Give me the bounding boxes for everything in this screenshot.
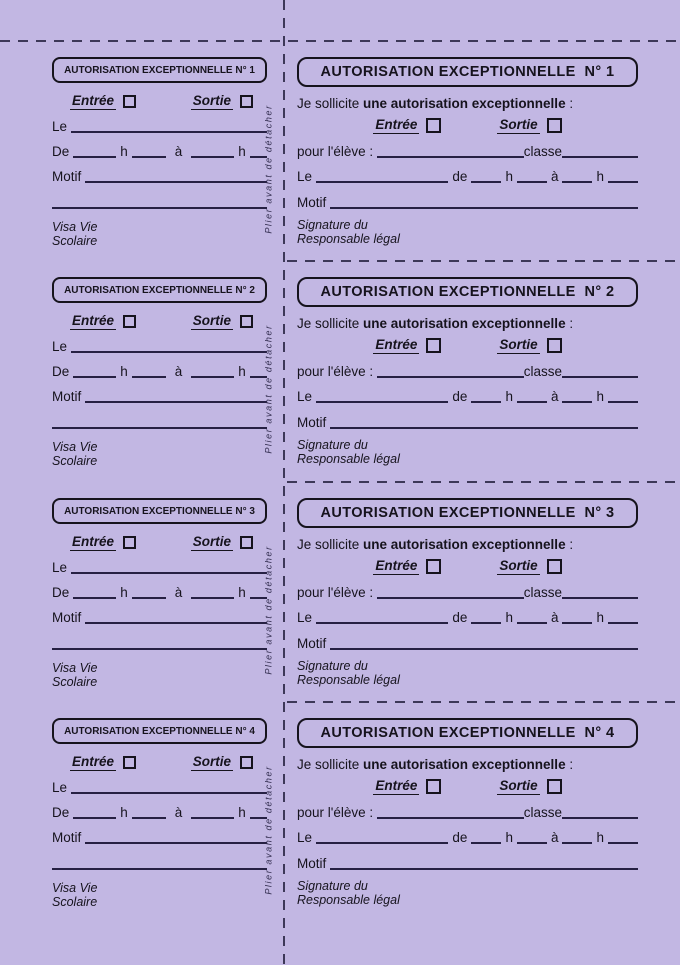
form-hour-label-2: h bbox=[596, 169, 604, 184]
stub-sortie-label: Sortie bbox=[192, 313, 231, 329]
stub-hours-row bbox=[52, 364, 267, 380]
form-to-hour-line[interactable] bbox=[562, 834, 592, 844]
stub-hour-label-1: h bbox=[120, 805, 128, 821]
visa-note-line1: Visa Vie bbox=[52, 881, 98, 896]
form-sortie-group bbox=[497, 337, 561, 354]
intro-bold: une autorisation exceptionnelle bbox=[363, 96, 566, 111]
stub-from-label: De bbox=[52, 805, 70, 821]
stub-to-label: à bbox=[174, 144, 183, 159]
stub-entree-group bbox=[70, 313, 136, 330]
stub-entree-label: Entrée bbox=[72, 754, 115, 770]
stub-motif-row bbox=[52, 389, 267, 405]
form-title: AUTORISATION EXCEPTIONNELLE N° 4 bbox=[297, 718, 638, 748]
authorization-section bbox=[0, 711, 680, 925]
stub-to-hour-line[interactable] bbox=[191, 368, 234, 378]
date-hours-row bbox=[297, 830, 638, 846]
signature-note bbox=[297, 879, 638, 907]
student-name-line[interactable] bbox=[377, 148, 524, 158]
stub-from-label: De bbox=[52, 584, 70, 600]
form-sortie-group bbox=[497, 558, 561, 575]
intro-suffix: : bbox=[565, 316, 574, 332]
form-date-line[interactable] bbox=[316, 393, 448, 403]
fold-instruction bbox=[256, 80, 282, 258]
intro-bold: une autorisation exceptionnelle bbox=[363, 316, 566, 332]
student-name-line[interactable] bbox=[377, 368, 524, 378]
stub-to-hour-line[interactable] bbox=[191, 809, 234, 819]
stub-title: AUTORISATION EXCEPTIONNELLE N° 4 bbox=[52, 718, 267, 744]
stub-hour-label-2: h bbox=[238, 144, 246, 159]
stub-sortie-group bbox=[191, 93, 253, 110]
form-to-hour-line[interactable] bbox=[562, 614, 592, 624]
form-entry-exit-row bbox=[297, 117, 638, 134]
form-entree-group bbox=[373, 117, 441, 134]
stub-from-label: De bbox=[52, 364, 70, 380]
stub-date-row bbox=[52, 339, 267, 355]
class-line[interactable] bbox=[562, 809, 638, 819]
authorization-section bbox=[0, 50, 680, 264]
stub-entree-group bbox=[70, 93, 136, 110]
stub-hour-label-2: h bbox=[238, 805, 246, 821]
stub-title: AUTORISATION EXCEPTIONNELLE N° 2 bbox=[52, 277, 267, 303]
stub-to-label: à bbox=[174, 364, 183, 380]
class-line[interactable] bbox=[562, 589, 638, 599]
visa-note-line2: Scolaire bbox=[52, 234, 98, 248]
stub-motif-label: Motif bbox=[52, 169, 82, 184]
stub-entree-checkbox[interactable] bbox=[123, 756, 136, 769]
stub-hours-row bbox=[52, 585, 267, 601]
form-date-label: Le bbox=[297, 609, 313, 625]
stub-motif-row bbox=[52, 610, 267, 626]
stub-entree-label: Entrée bbox=[72, 93, 115, 108]
form-entree-label: Entrée bbox=[375, 557, 418, 573]
visa-note-line1: Visa Vie bbox=[52, 440, 98, 455]
stub-title: AUTORISATION EXCEPTIONNELLE N° 3 bbox=[52, 498, 267, 524]
stub-sortie-checkbox[interactable] bbox=[240, 315, 253, 328]
stub-date-line[interactable] bbox=[71, 343, 267, 353]
form-date-line[interactable] bbox=[316, 614, 448, 624]
visa-note-line1: Visa Vie bbox=[52, 220, 98, 234]
stub-date-line[interactable] bbox=[71, 564, 267, 574]
student-row bbox=[297, 805, 638, 821]
stub-title: AUTORISATION EXCEPTIONNELLE N° 1 bbox=[52, 57, 267, 83]
student-row bbox=[297, 364, 638, 380]
stub-from-minute-line[interactable] bbox=[132, 368, 166, 378]
form-motif-label: Motif bbox=[297, 635, 327, 651]
stub-date-label: Le bbox=[52, 780, 68, 796]
stub-entree-checkbox[interactable] bbox=[123, 315, 136, 328]
stub-sortie-label: Sortie bbox=[192, 93, 231, 108]
signature-note-line2: Responsable légal bbox=[297, 232, 400, 246]
visa-note bbox=[52, 440, 267, 468]
signature-note-line1: Signature du bbox=[297, 879, 368, 894]
form-entree-group bbox=[373, 778, 441, 795]
stub-from-hour-line[interactable] bbox=[73, 148, 116, 158]
form-to-label: à bbox=[550, 609, 559, 625]
form-date-line[interactable] bbox=[316, 834, 448, 844]
visa-note-line2: Scolaire bbox=[52, 454, 98, 469]
fold-instruction-label: Plier avant de détacher bbox=[264, 324, 275, 455]
stub-sortie-group bbox=[191, 754, 253, 771]
form-date-line[interactable] bbox=[316, 173, 448, 183]
stub-sortie-checkbox[interactable] bbox=[240, 95, 253, 108]
stub-sortie-label: Sortie bbox=[192, 754, 231, 770]
form-from-hour-line[interactable] bbox=[471, 173, 501, 183]
form-motif-row bbox=[297, 195, 638, 211]
form-sortie-checkbox[interactable] bbox=[547, 559, 562, 574]
form-from-label: de bbox=[452, 389, 468, 405]
stub-hours-row bbox=[52, 805, 267, 821]
form-entree-checkbox[interactable] bbox=[426, 118, 441, 133]
stub-motif-label: Motif bbox=[52, 389, 82, 405]
stub-motif-line[interactable] bbox=[85, 393, 267, 403]
student-label: pour l'élève : bbox=[297, 584, 374, 600]
intro-sentence bbox=[297, 316, 638, 331]
stub-date-line[interactable] bbox=[71, 123, 267, 133]
signature-note-line2: Responsable légal bbox=[297, 452, 400, 467]
stub-hours-row bbox=[52, 144, 267, 160]
top-cut-line bbox=[0, 40, 680, 42]
form-motif-row bbox=[297, 415, 638, 431]
stub-date-label: Le bbox=[52, 559, 68, 575]
stub-hour-label-2: h bbox=[238, 364, 246, 380]
stub-from-minute-line[interactable] bbox=[132, 148, 166, 158]
visa-note-line2: Scolaire bbox=[52, 674, 98, 689]
stub-entree-checkbox[interactable] bbox=[123, 95, 136, 108]
form-to-hour-line[interactable] bbox=[562, 173, 592, 183]
form-to-hour-line[interactable] bbox=[562, 393, 592, 403]
stub-entree-group bbox=[70, 754, 136, 771]
stub-date-label: Le bbox=[52, 339, 68, 355]
form-to-minute-line[interactable] bbox=[608, 834, 638, 844]
form-from-hour-line[interactable] bbox=[471, 614, 501, 624]
stub-motif-row bbox=[52, 830, 267, 846]
stub-sortie-group bbox=[191, 313, 253, 330]
student-label: pour l'élève : bbox=[297, 364, 374, 380]
form-entry-exit-row bbox=[297, 778, 638, 795]
stub-motif-extra-line[interactable] bbox=[52, 199, 267, 209]
stub-motif-line[interactable] bbox=[85, 173, 267, 183]
stub-sortie-checkbox[interactable] bbox=[240, 756, 253, 769]
stub-sortie-checkbox[interactable] bbox=[240, 536, 253, 549]
signature-note-line2: Responsable légal bbox=[297, 893, 400, 908]
date-hours-row bbox=[297, 169, 638, 185]
intro-bold: une autorisation exceptionnelle bbox=[363, 536, 566, 552]
stub-motif-label: Motif bbox=[52, 609, 82, 625]
stub-entree-group bbox=[70, 534, 136, 551]
stub-counterfoil bbox=[52, 270, 267, 468]
form-entree-group bbox=[373, 337, 441, 354]
authorization-section bbox=[0, 270, 680, 484]
form-to-label: à bbox=[550, 830, 559, 846]
stub-date-row bbox=[52, 119, 267, 135]
intro-sentence bbox=[297, 537, 638, 552]
fold-instruction-label: Plier avant de détacher bbox=[264, 545, 275, 675]
stub-from-minute-line[interactable] bbox=[132, 589, 166, 599]
class-label: classe bbox=[523, 805, 562, 821]
stub-hour-label-1: h bbox=[120, 584, 128, 600]
stub-counterfoil bbox=[52, 711, 267, 909]
stub-from-hour-line[interactable] bbox=[73, 809, 116, 819]
request-form bbox=[297, 491, 638, 687]
request-form bbox=[297, 270, 638, 466]
student-label: pour l'élève : bbox=[297, 144, 374, 159]
form-hour-label-2: h bbox=[596, 389, 604, 405]
class-label: classe bbox=[523, 364, 562, 380]
visa-note bbox=[52, 881, 267, 909]
form-motif-line[interactable] bbox=[330, 199, 638, 209]
stub-entree-checkbox[interactable] bbox=[123, 536, 136, 549]
stub-motif-line[interactable] bbox=[85, 834, 267, 844]
form-entree-checkbox[interactable] bbox=[426, 338, 441, 353]
student-row bbox=[297, 144, 638, 160]
form-from-minute-line[interactable] bbox=[517, 173, 547, 183]
form-to-minute-line[interactable] bbox=[608, 173, 638, 183]
form-hour-label-1: h bbox=[505, 389, 513, 405]
stub-date-row bbox=[52, 560, 267, 576]
stub-extra-row bbox=[52, 419, 267, 431]
signature-note-line2: Responsable légal bbox=[297, 672, 400, 687]
stub-date-line[interactable] bbox=[71, 784, 267, 794]
form-sortie-checkbox[interactable] bbox=[547, 118, 562, 133]
form-date-label: Le bbox=[297, 389, 313, 405]
class-label: classe bbox=[523, 144, 562, 159]
form-date-label: Le bbox=[297, 169, 313, 184]
student-label: pour l'élève : bbox=[297, 805, 374, 821]
form-hour-label-1: h bbox=[505, 830, 513, 846]
stub-entry-exit-row bbox=[52, 754, 267, 771]
visa-note-line2: Scolaire bbox=[52, 895, 98, 910]
fold-instruction bbox=[256, 521, 282, 699]
form-motif-line[interactable] bbox=[330, 860, 638, 870]
form-motif-label: Motif bbox=[297, 856, 327, 872]
visa-note-line1: Visa Vie bbox=[52, 660, 98, 675]
intro-bold: une autorisation exceptionnelle bbox=[363, 757, 566, 773]
stub-from-minute-line[interactable] bbox=[132, 809, 166, 819]
visa-note bbox=[52, 661, 267, 689]
stub-hour-label-1: h bbox=[120, 144, 128, 159]
stub-counterfoil bbox=[52, 491, 267, 689]
class-line[interactable] bbox=[562, 368, 638, 378]
stub-to-hour-line[interactable] bbox=[191, 589, 234, 599]
form-from-label: de bbox=[452, 830, 468, 846]
student-name-line[interactable] bbox=[377, 589, 524, 599]
form-sortie-group bbox=[497, 778, 561, 795]
stub-motif-line[interactable] bbox=[85, 614, 267, 624]
form-to-minute-line[interactable] bbox=[608, 393, 638, 403]
signature-note-line1: Signature du bbox=[297, 658, 368, 673]
form-entree-group bbox=[373, 558, 441, 575]
form-motif-line[interactable] bbox=[330, 419, 638, 429]
stub-extra-row bbox=[52, 640, 267, 652]
form-motif-row bbox=[297, 856, 638, 872]
form-entree-label: Entrée bbox=[375, 778, 418, 794]
fold-instruction-label: Plier avant de détacher bbox=[264, 765, 275, 895]
form-title: AUTORISATION EXCEPTIONNELLE N° 2 bbox=[297, 277, 638, 307]
stub-sortie-label: Sortie bbox=[192, 533, 231, 549]
stub-entree-label: Entrée bbox=[72, 533, 115, 549]
form-entry-exit-row bbox=[297, 558, 638, 575]
stub-motif-extra-line[interactable] bbox=[52, 640, 267, 650]
stub-from-label: De bbox=[52, 144, 70, 159]
request-form bbox=[297, 50, 638, 246]
intro-sentence bbox=[297, 757, 638, 772]
fold-instruction bbox=[256, 300, 282, 478]
form-hour-label-2: h bbox=[596, 830, 604, 846]
stub-hour-label-1: h bbox=[120, 364, 128, 380]
date-hours-row bbox=[297, 389, 638, 405]
fold-instruction bbox=[256, 741, 282, 919]
stub-extra-row bbox=[52, 199, 267, 211]
stub-date-label: Le bbox=[52, 119, 68, 134]
stub-entree-label: Entrée bbox=[72, 313, 115, 329]
form-from-minute-line[interactable] bbox=[517, 393, 547, 403]
visa-note bbox=[52, 220, 267, 248]
form-from-hour-line[interactable] bbox=[471, 834, 501, 844]
form-entry-exit-row bbox=[297, 337, 638, 354]
form-from-label: de bbox=[452, 609, 468, 625]
form-sortie-group bbox=[497, 117, 561, 134]
form-to-minute-line[interactable] bbox=[608, 614, 638, 624]
stub-to-label: à bbox=[174, 805, 183, 821]
form-entree-label: Entrée bbox=[375, 117, 418, 132]
signature-note-line1: Signature du bbox=[297, 218, 368, 232]
signature-note bbox=[297, 438, 638, 466]
stub-motif-extra-line[interactable] bbox=[52, 860, 267, 870]
class-label: classe bbox=[523, 584, 562, 600]
stub-hour-label-2: h bbox=[238, 584, 246, 600]
form-motif-line[interactable] bbox=[330, 640, 638, 650]
form-sortie-checkbox[interactable] bbox=[547, 779, 562, 794]
stub-from-hour-line[interactable] bbox=[73, 368, 116, 378]
form-sortie-label: Sortie bbox=[499, 117, 538, 132]
form-sortie-label: Sortie bbox=[499, 557, 538, 573]
fold-instruction-label: Plier avant de détacher bbox=[264, 104, 275, 234]
student-name-line[interactable] bbox=[377, 809, 524, 819]
authorization-section bbox=[0, 491, 680, 705]
request-form bbox=[297, 711, 638, 907]
form-title: AUTORISATION EXCEPTIONNELLE N° 1 bbox=[297, 57, 638, 87]
stub-from-hour-line[interactable] bbox=[73, 589, 116, 599]
form-hour-label-2: h bbox=[596, 609, 604, 625]
form-to-label: à bbox=[550, 169, 559, 184]
stub-to-hour-line[interactable] bbox=[191, 148, 234, 158]
intro-prefix: Je sollicite bbox=[297, 757, 364, 773]
form-hour-label-1: h bbox=[505, 609, 513, 625]
date-hours-row bbox=[297, 610, 638, 626]
intro-prefix: Je sollicite bbox=[297, 96, 364, 111]
signature-note bbox=[297, 218, 638, 246]
student-row bbox=[297, 585, 638, 601]
form-from-minute-line[interactable] bbox=[517, 834, 547, 844]
form-date-label: Le bbox=[297, 830, 313, 846]
stub-motif-extra-line[interactable] bbox=[52, 419, 267, 429]
stub-sortie-group bbox=[191, 534, 253, 551]
intro-prefix: Je sollicite bbox=[297, 316, 364, 332]
form-entree-checkbox[interactable] bbox=[426, 559, 441, 574]
stub-to-label: à bbox=[174, 584, 183, 600]
stub-date-row bbox=[52, 780, 267, 796]
intro-prefix: Je sollicite bbox=[297, 536, 364, 552]
intro-sentence bbox=[297, 96, 638, 111]
intro-suffix: : bbox=[565, 96, 574, 111]
intro-suffix: : bbox=[565, 757, 574, 773]
form-hour-label-1: h bbox=[505, 169, 513, 184]
stub-extra-row bbox=[52, 860, 267, 872]
form-to-label: à bbox=[550, 389, 559, 405]
form-from-hour-line[interactable] bbox=[471, 393, 501, 403]
form-motif-row bbox=[297, 636, 638, 652]
form-entree-label: Entrée bbox=[375, 337, 418, 353]
form-motif-label: Motif bbox=[297, 195, 327, 210]
stub-counterfoil bbox=[52, 50, 267, 248]
form-sortie-checkbox[interactable] bbox=[547, 338, 562, 353]
stub-entry-exit-row bbox=[52, 93, 267, 110]
form-from-minute-line[interactable] bbox=[517, 614, 547, 624]
stub-motif-label: Motif bbox=[52, 830, 82, 846]
signature-note-line1: Signature du bbox=[297, 438, 368, 453]
signature-note bbox=[297, 659, 638, 687]
stub-entry-exit-row bbox=[52, 313, 267, 330]
class-line[interactable] bbox=[562, 148, 638, 158]
form-sortie-label: Sortie bbox=[499, 778, 538, 794]
stub-entry-exit-row bbox=[52, 534, 267, 551]
form-from-label: de bbox=[452, 169, 468, 184]
intro-suffix: : bbox=[565, 536, 574, 552]
form-title: AUTORISATION EXCEPTIONNELLE N° 3 bbox=[297, 498, 638, 528]
form-sortie-label: Sortie bbox=[499, 337, 538, 353]
form-entree-checkbox[interactable] bbox=[426, 779, 441, 794]
stub-motif-row bbox=[52, 169, 267, 185]
form-motif-label: Motif bbox=[297, 415, 327, 431]
